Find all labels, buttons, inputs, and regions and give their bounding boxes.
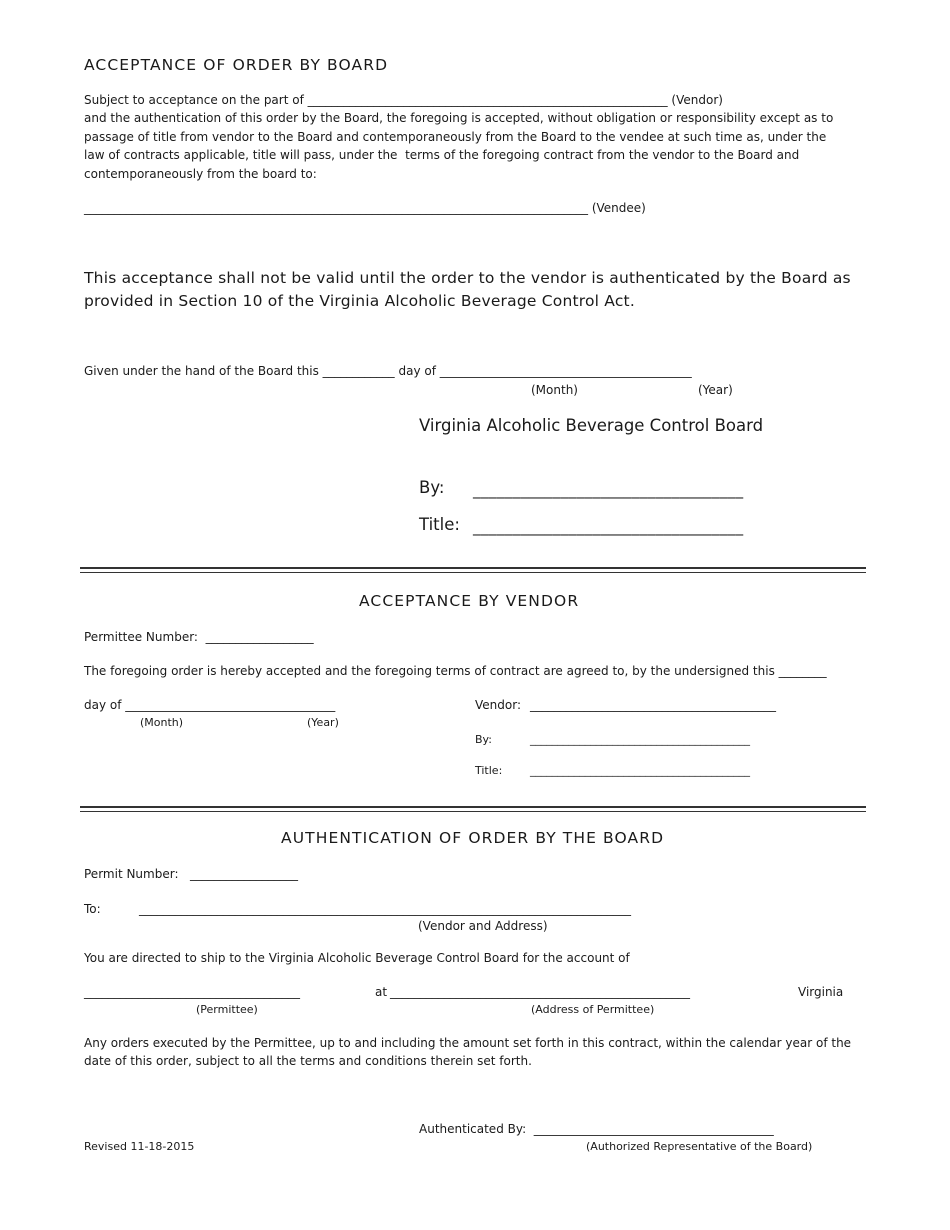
vendor-address-caption: (Vendor and Address) xyxy=(418,919,548,933)
vendor-year-caption: (Year) xyxy=(307,716,339,729)
to-label: To: xyxy=(84,902,101,916)
validity-statement-line: This acceptance shall not be valid until the order to the vendor is authenticated by the Board as xyxy=(84,269,851,287)
orders-statement-line: date of this order, subject to all the terms and conditions therein set forth. xyxy=(84,1054,532,1068)
vendor-label: Vendor: xyxy=(475,698,521,712)
accepted-line[interactable]: The foregoing order is hereby accepted and the foregoing terms of contract are agreed to, by the undersigned this ________ xyxy=(84,664,827,678)
board-name: Virginia Alcoholic Beverage Control Board xyxy=(419,416,764,435)
authorized-rep-caption: (Authorized Representative of the Board) xyxy=(586,1140,813,1153)
orders-statement-line: Any orders executed by the Permittee, up to and including the amount set forth in this contract, within the calendar year of the xyxy=(84,1036,852,1050)
acceptance-paragraph-line: contemporaneously from the board to: xyxy=(84,167,317,181)
vendor-day-of-line[interactable]: day of ___________________________________ xyxy=(84,698,336,712)
authenticated-by-line[interactable]: Authenticated By: ________________________________________ xyxy=(419,1122,774,1136)
vendor-title-line[interactable]: ________________________________________ xyxy=(530,764,750,777)
section-divider xyxy=(80,806,866,808)
vendor-name-line[interactable]: _________________________________________ xyxy=(530,698,776,712)
acceptance-paragraph-line: passage of title from vendor to the Board and contemporaneously from the Board to the vendee at such time as, under the xyxy=(84,130,827,144)
vendor-title-label: Title: xyxy=(475,764,503,777)
vendor-month-caption: (Month) xyxy=(140,716,184,729)
auth-section-heading: AUTHENTICATION OF ORDER BY THE BOARD xyxy=(281,829,665,847)
permit-number-line[interactable]: Permit Number: __________________ xyxy=(84,867,298,881)
board-by-signature-line[interactable]: __________________________________ xyxy=(473,481,744,499)
acceptance-paragraph-line: law of contracts applicable, title will pass, under the terms of the foregoing contract from the vendor to the Board and xyxy=(84,148,800,162)
vendee-line[interactable]: ____________________________________________________________________________________ (Vendee) xyxy=(84,201,646,215)
permittee-address-line[interactable]: __________________________________________________ xyxy=(390,985,690,999)
board-title-label: Title: xyxy=(419,515,460,534)
given-under-hand-line[interactable]: Given under the hand of the Board this ____________ day of __________________________________________ xyxy=(84,364,692,378)
directed-statement: You are directed to ship to the Virginia Alcoholic Beverage Control Board for the account of xyxy=(84,951,630,965)
section-divider xyxy=(80,811,866,812)
year-caption: (Year) xyxy=(698,383,733,397)
at-label: at xyxy=(375,985,388,999)
section-divider xyxy=(80,572,866,573)
permittee-address-caption: (Address of Permittee) xyxy=(531,1003,655,1016)
board-section-heading: ACCEPTANCE OF ORDER BY BOARD xyxy=(84,56,389,74)
board-by-label: By: xyxy=(419,478,445,497)
section-divider xyxy=(80,567,866,569)
vendor-section-heading: ACCEPTANCE BY VENDOR xyxy=(359,592,580,610)
vendor-address-line[interactable]: __________________________________________________________________________________ xyxy=(139,902,631,916)
vendor-by-label: By: xyxy=(475,733,492,746)
revision-date: Revised 11-18-2015 xyxy=(84,1140,195,1153)
validity-statement-line: provided in Section 10 of the Virginia Alcoholic Beverage Control Act. xyxy=(84,292,635,310)
board-title-line[interactable]: __________________________________ xyxy=(473,518,744,536)
vendor-line[interactable]: Subject to acceptance on the part of ____________________________________________________________ (Vendor) xyxy=(84,93,723,107)
virginia-label: Virginia xyxy=(798,985,844,999)
vendor-by-line[interactable]: ________________________________________ xyxy=(530,733,750,746)
permittee-caption: (Permittee) xyxy=(196,1003,258,1016)
permittee-number-line[interactable]: Permittee Number: __________________ xyxy=(84,630,314,644)
acceptance-paragraph-line: and the authentication of this order by the Board, the foregoing is accepted, without obligation or responsibility except as to xyxy=(84,111,834,125)
permittee-name-line[interactable]: ____________________________________ xyxy=(84,985,300,999)
month-caption: (Month) xyxy=(531,383,578,397)
